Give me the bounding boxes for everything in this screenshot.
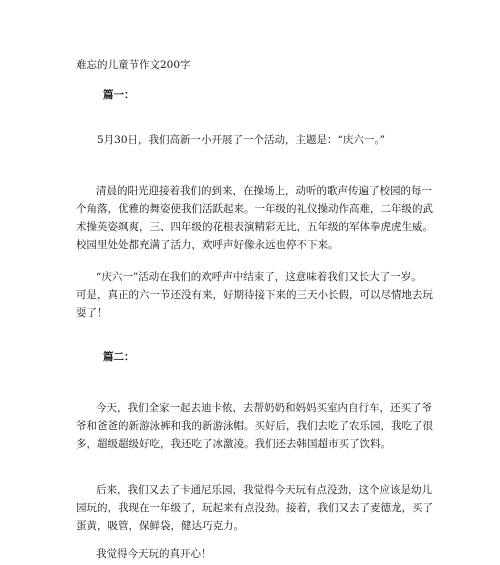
paragraph-line: 多，超级超级好吃，我还吃了冰激凌。我们还去韩国超市买了饮料。 [76,438,391,450]
paragraph-line: 我觉得今天玩的真开心！ [96,548,212,560]
paragraph-line: 园玩的，我现在一年级了，玩起来有点没劲。接着，我们又去了麦德龙，买了 [76,502,433,514]
paragraph-line: 个角落，优雅的舞姿使我们活跃起来。一年级的礼仪操动作高难，二年级的武 [76,203,433,215]
paragraph-line: 蛋黄，吸管，保鲜袋，健达巧克力。 [76,520,244,532]
section-heading-2: 篇二： [103,351,135,363]
paragraph-line: 可是，真正的六一节还没有来，好期待接下来的三天小长假，可以尽情地去玩 [76,289,433,301]
paragraph-line: 清晨的阳光迎接着我们的到来，在操场上，动听的歌声传遍了校园的每一 [96,185,432,197]
paragraph-line: 术操英姿飒爽，三、四年级的花根表演精彩无比，五年级的军体拳虎虎生威。 [76,221,433,233]
document-title: 难忘的儿童节作文200字 [76,59,191,71]
paragraph-line: 今天，我们全家一起去迪卡侬，去帮奶奶和妈妈买室内自行车，还买了爷 [96,402,432,414]
paragraph-line: 耍了！ [76,307,108,319]
section-heading-1: 篇一： [103,89,135,101]
paragraph-line: 校园里处处都充满了活力，欢呼声好像永远也停不下来。 [76,239,339,251]
paragraph-line: “庆六一”活动在我们的欢呼声中结束了，这意味着我们又长大了一岁。 [96,271,422,283]
paragraph-line: 5月30日，我们高新一小开展了一个活动，主题是：“庆六一。” [97,134,386,146]
paragraph-line: 后来，我们又去了卡通尼乐园，我觉得今天玩有点没劲，这个应该是幼儿 [96,484,432,496]
paragraph-line: 爷和爸爸的新游泳裤和我的新游泳帽。买好后，我们去吃了农乐园，我吃了很 [76,420,433,432]
